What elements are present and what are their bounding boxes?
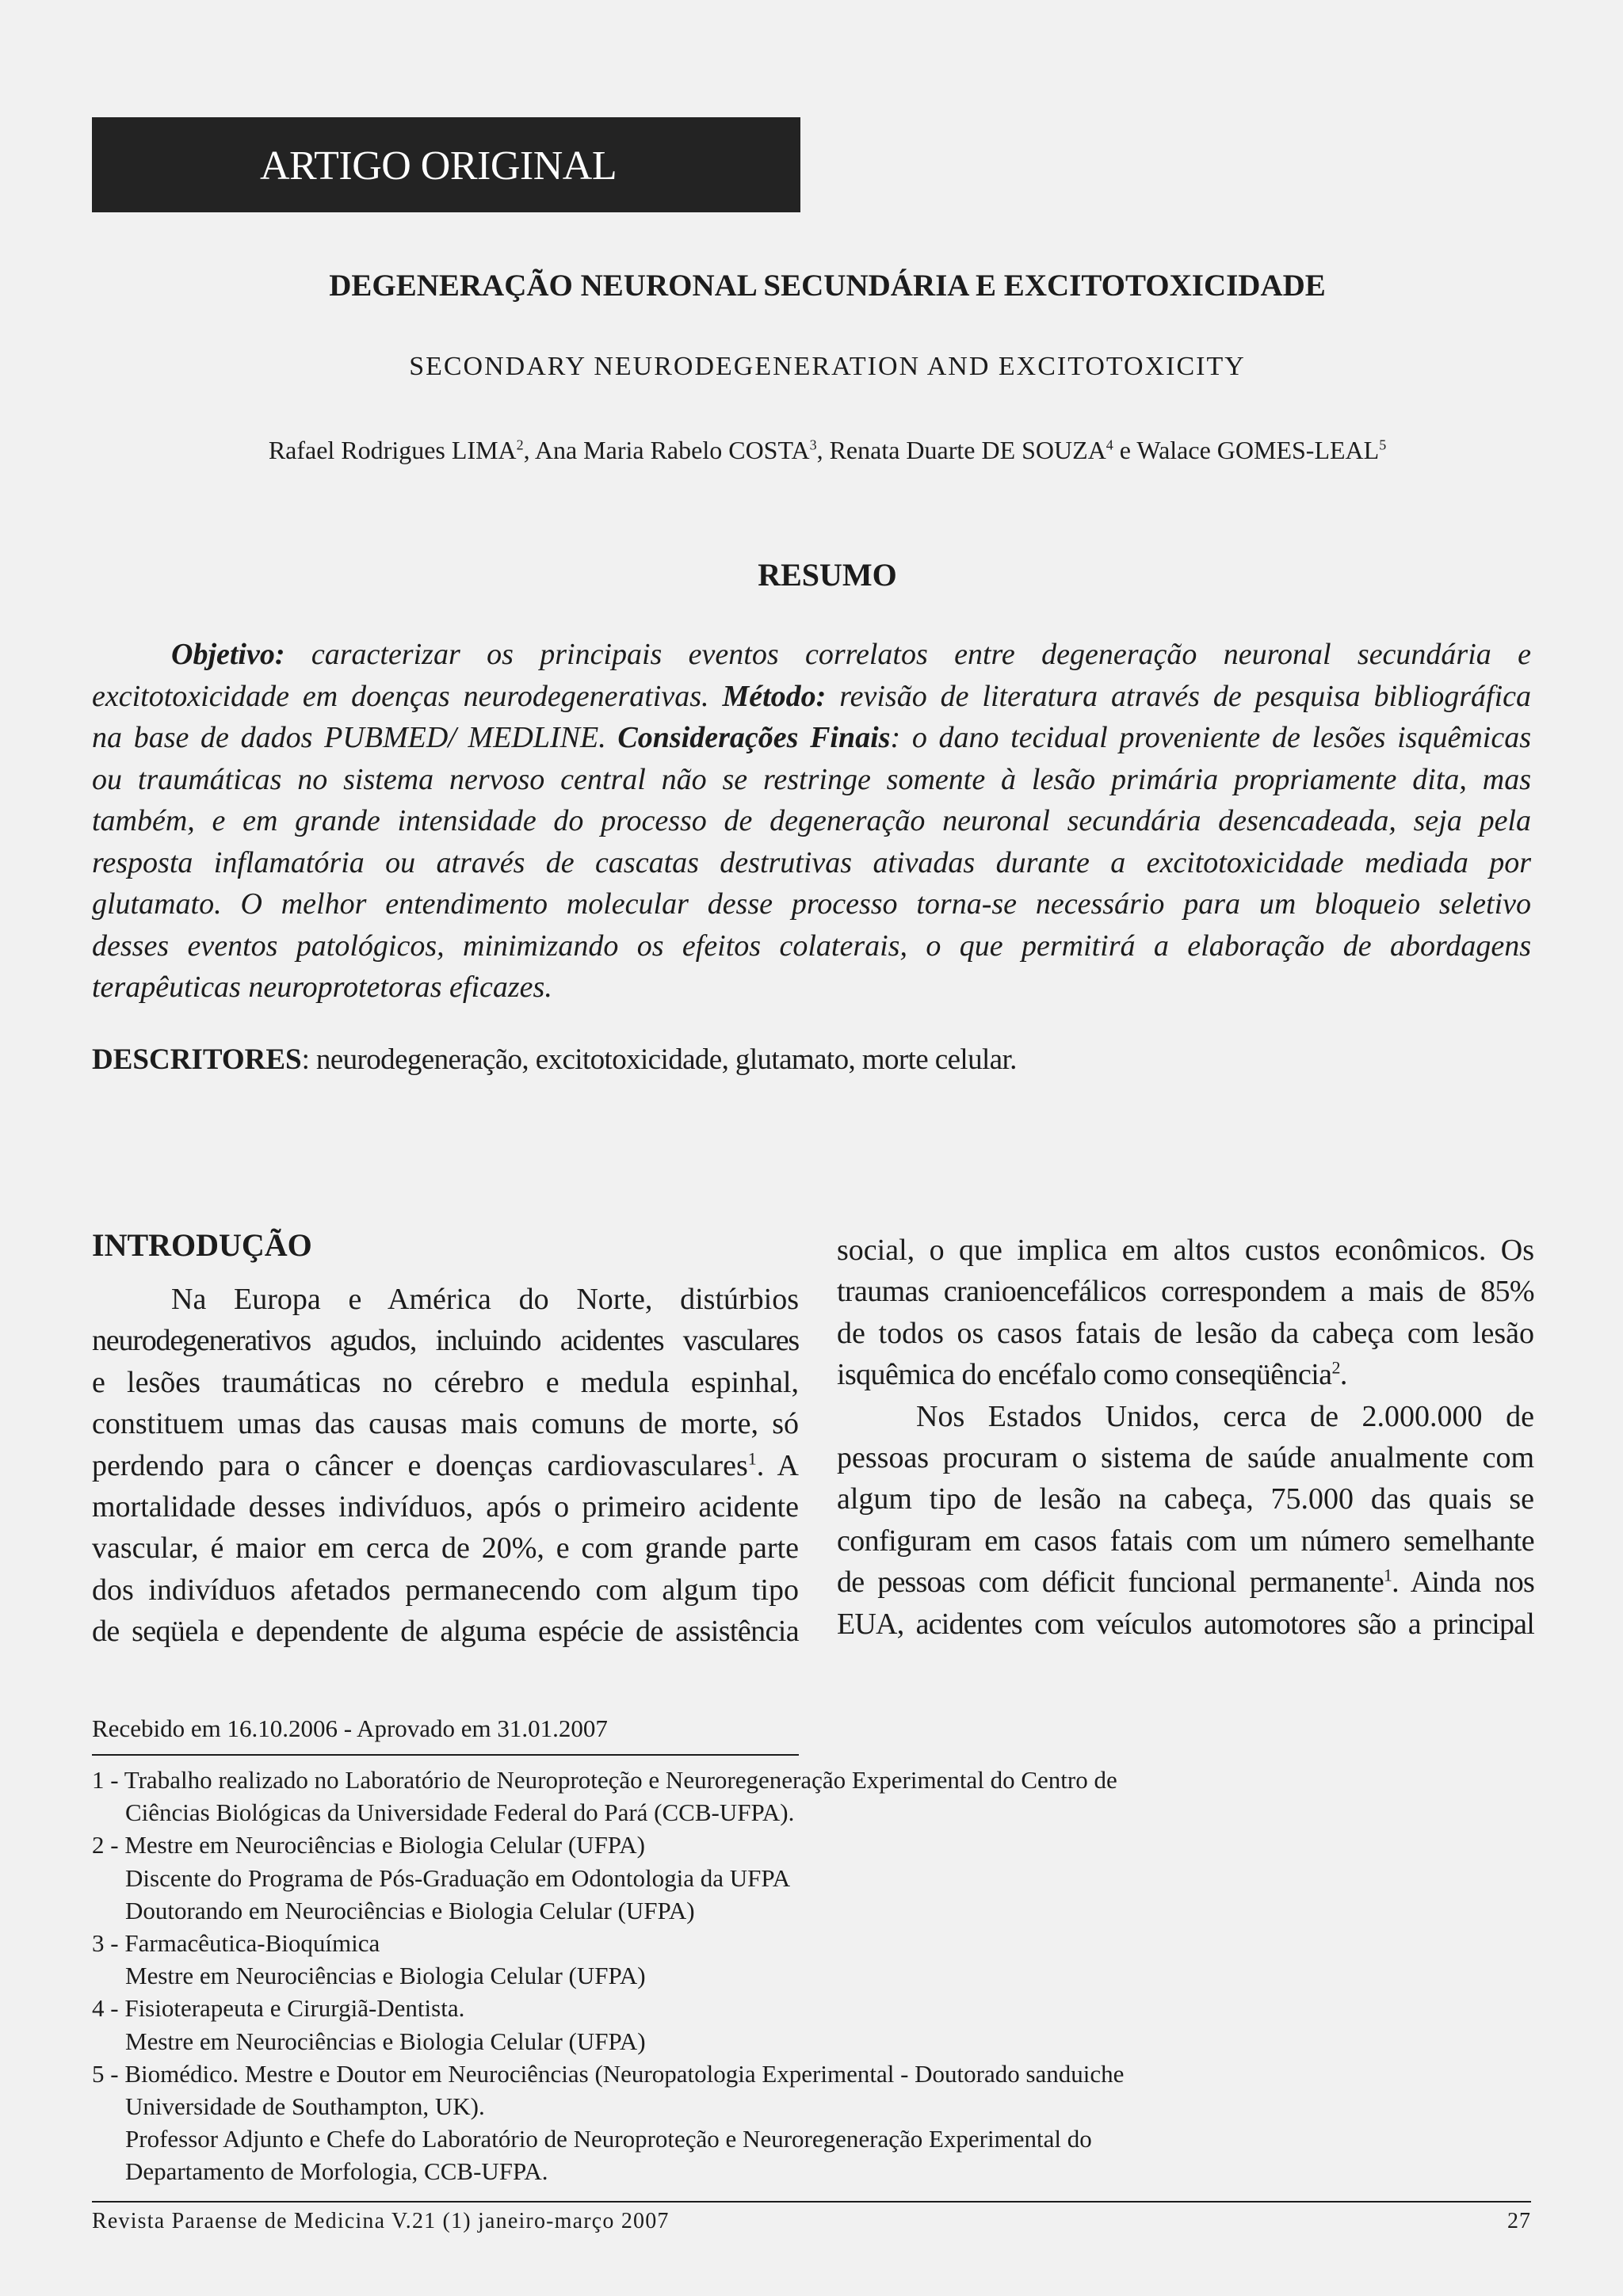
author-name: Ana Maria Rabelo COSTA	[534, 436, 810, 464]
article-title-english: SECONDARY NEURODEGENERATION AND EXCITOTOXICITY	[409, 352, 1246, 381]
body-line: isquêmica do encéfalo como conseqüência$^2$.	[837, 1357, 1347, 1392]
body-line: dos indivíduos afetados permanecendo com algum tipo	[92, 1573, 799, 1607]
abstract-heading: RESUMO	[758, 557, 897, 593]
author-name: Renata Duarte DE SOUZA	[829, 436, 1106, 464]
footnote-line: Discente do Programa de Pós-Graduação em Odontologia da UFPA	[125, 1863, 791, 1892]
body-line: algum tipo de lesão na cabeça, 75.000 das quais se	[837, 1482, 1534, 1516]
body-line: Nos Estados Unidos, cerca de 2.000.000 de	[916, 1399, 1534, 1433]
body-line: e lesões traumáticas no cérebro e medula espinhal,	[92, 1365, 799, 1399]
citation-ref: 1	[1383, 1565, 1392, 1585]
author-affiliation-ref: 2	[516, 437, 524, 453]
author-separator: ,	[816, 436, 830, 464]
footnote-line: 1 - Trabalho realizado no Laboratório de Neuroproteção e Neuroregeneração Experimental do Centro de	[92, 1766, 1117, 1794]
body-line: de todos os casos fatais de lesão da cabeça com lesão	[837, 1316, 1534, 1350]
abstract-body	[92, 634, 1531, 1009]
abstract-line: também, e em grande intensidade do processo de degeneração neuronal secundária desencadeada, seja pela	[92, 804, 1531, 837]
keywords	[92, 1043, 1531, 1077]
abstract-line: ou traumáticas no sistema nervoso central não se restringe somente à lesão primária propriamente dita, mas	[92, 762, 1531, 796]
footnote-line: 4 - Fisioterapeuta e Cirurgiã-Dentista.	[92, 1994, 465, 2023]
affiliation-footnotes	[92, 1764, 1439, 2188]
footnote-line: Doutorando em Neurociências e Biologia Celular (UFPA)	[125, 1896, 695, 1924]
citation-ref: 1	[747, 1447, 757, 1468]
body-line: configuram em casos fatais com um número semelhante	[837, 1524, 1534, 1558]
final-considerations-label: Considerações Finais	[617, 721, 891, 754]
citation-ref: 2	[1331, 1357, 1340, 1378]
author-affiliation-ref: 3	[809, 437, 817, 453]
footnote-line: 2 - Mestre em Neurociências e Biologia Celular (UFPA)	[92, 1831, 645, 1859]
body-line: social, o que implica em altos custos econômicos. Os	[837, 1234, 1534, 1267]
abstract-line: terapêuticas neuroprotetoras eficazes.	[92, 971, 552, 1004]
body-line: de seqüela e dependente de alguma espécie de assistência	[92, 1615, 799, 1649]
introduction-column-right	[837, 1230, 1534, 1645]
body-line: mortalidade desses indivíduos, após o primeiro acidente	[92, 1490, 799, 1524]
abstract-line: resposta inflamatória ou através de cascatas destrutivas ativadas durante a excitotoxicidade mediada por	[92, 845, 1531, 879]
keywords-label: DESCRITORES	[92, 1043, 302, 1076]
footnote-line: Universidade de Southampton, UK).	[125, 2092, 485, 2121]
objective-label: Objetivo:	[171, 638, 285, 671]
author-separator: ,	[523, 436, 535, 464]
body-line: neurodegenerativos agudos, incluindo acidentes vasculares	[92, 1324, 799, 1358]
author-list	[92, 436, 1531, 465]
footnote-divider	[92, 1754, 799, 1756]
footnote-line: 5 - Biomédico. Mestre e Doutor em Neurociências (Neuropatologia Experimental - Doutorado sanduiche	[92, 2059, 1125, 2088]
author-name: Walace GOMES-LEAL	[1136, 436, 1380, 464]
body-line: pessoas procuram o sistema de saúde anualmente com	[837, 1441, 1534, 1475]
footnote-line: Departamento de Morfologia, CCB-UFPA.	[125, 2157, 548, 2186]
author-affiliation-ref: 4	[1106, 437, 1113, 453]
abstract-line: desses eventos patológicos, minimizando os efeitos colaterais, o que permitirá a elaboração de abordagens	[92, 929, 1531, 963]
footnote-line: Ciências Biológicas da Universidade Federal do Pará (CCB-UFPA).	[125, 1798, 795, 1827]
section-label: ARTIGO ORIGINAL	[260, 143, 617, 189]
abstract-line: na base de dados PUBMED/ MEDLINE. Considerações Finais: o dano tecidual proveniente de lesões isquêmicas	[92, 721, 1531, 754]
footer-divider	[92, 2201, 1531, 2203]
author-affiliation-ref: 5	[1379, 437, 1387, 453]
footnote-line: Professor Adjunto e Chefe do Laboratório de Neuroproteção e Neuroregeneração Experimental do	[125, 2125, 1092, 2153]
section-banner	[92, 117, 800, 212]
footnote-line: Mestre em Neurociências e Biologia Celular (UFPA)	[125, 2027, 646, 2055]
body-line: vascular, é maior em cerca de 20%, e com grande parte	[92, 1531, 799, 1566]
author-name: Rafael Rodrigues LIMA	[268, 436, 517, 464]
introduction-heading: INTRODUÇÃO	[92, 1227, 312, 1263]
body-line: constituem umas das causas mais comuns de morte, só	[92, 1407, 799, 1441]
keywords-text: : neurodegeneração, excitotoxicidade, glutamato, morte celular.	[301, 1043, 1017, 1076]
abstract-line: glutamato. O melhor entendimento molecular desse processo torna-se necessário para um bloqueio seletivo	[92, 887, 1531, 921]
body-line: EUA, acidentes com veículos automotores são a principal	[837, 1607, 1534, 1641]
footnote-line: Mestre em Neurociências e Biologia Celular (UFPA)	[125, 1962, 646, 1990]
footnote-line: 3 - Farmacêutica-Bioquímica	[92, 1929, 380, 1958]
abstract-line: Objetivo: caracterizar os principais eventos correlatos entre degeneração neuronal secundária e	[171, 638, 1531, 671]
body-line: traumas cranioencefálicos correspondem a mais de 85%	[837, 1275, 1534, 1309]
received-approved-dates: Recebido em 16.10.2006 - Aprovado em 31.01.2007	[92, 1714, 608, 1742]
article-title: DEGENERAÇÃO NEURONAL SECUNDÁRIA E EXCITOTOXICIDADE	[329, 269, 1326, 303]
body-line: perdendo para o câncer e doenças cardiovasculares$^1$. A	[92, 1447, 799, 1482]
abstract-line: excitotoxicidade em doenças neurodegenerativas. Método: revisão de literatura através de pesquisa bibliográfica	[92, 679, 1531, 713]
body-line: Na Europa e América do Norte, distúrbios	[171, 1283, 799, 1316]
method-label: Método:	[722, 679, 827, 713]
body-line: de pessoas com déficit funcional permanente$^1$. Ainda nos	[837, 1565, 1534, 1600]
author-separator: e	[1113, 436, 1137, 464]
page-number: 27	[1507, 2209, 1531, 2233]
introduction-column-left	[92, 1279, 799, 1653]
journal-citation: Revista Paraense de Medicina V.21 (1) janeiro-março 2007	[92, 2209, 670, 2233]
